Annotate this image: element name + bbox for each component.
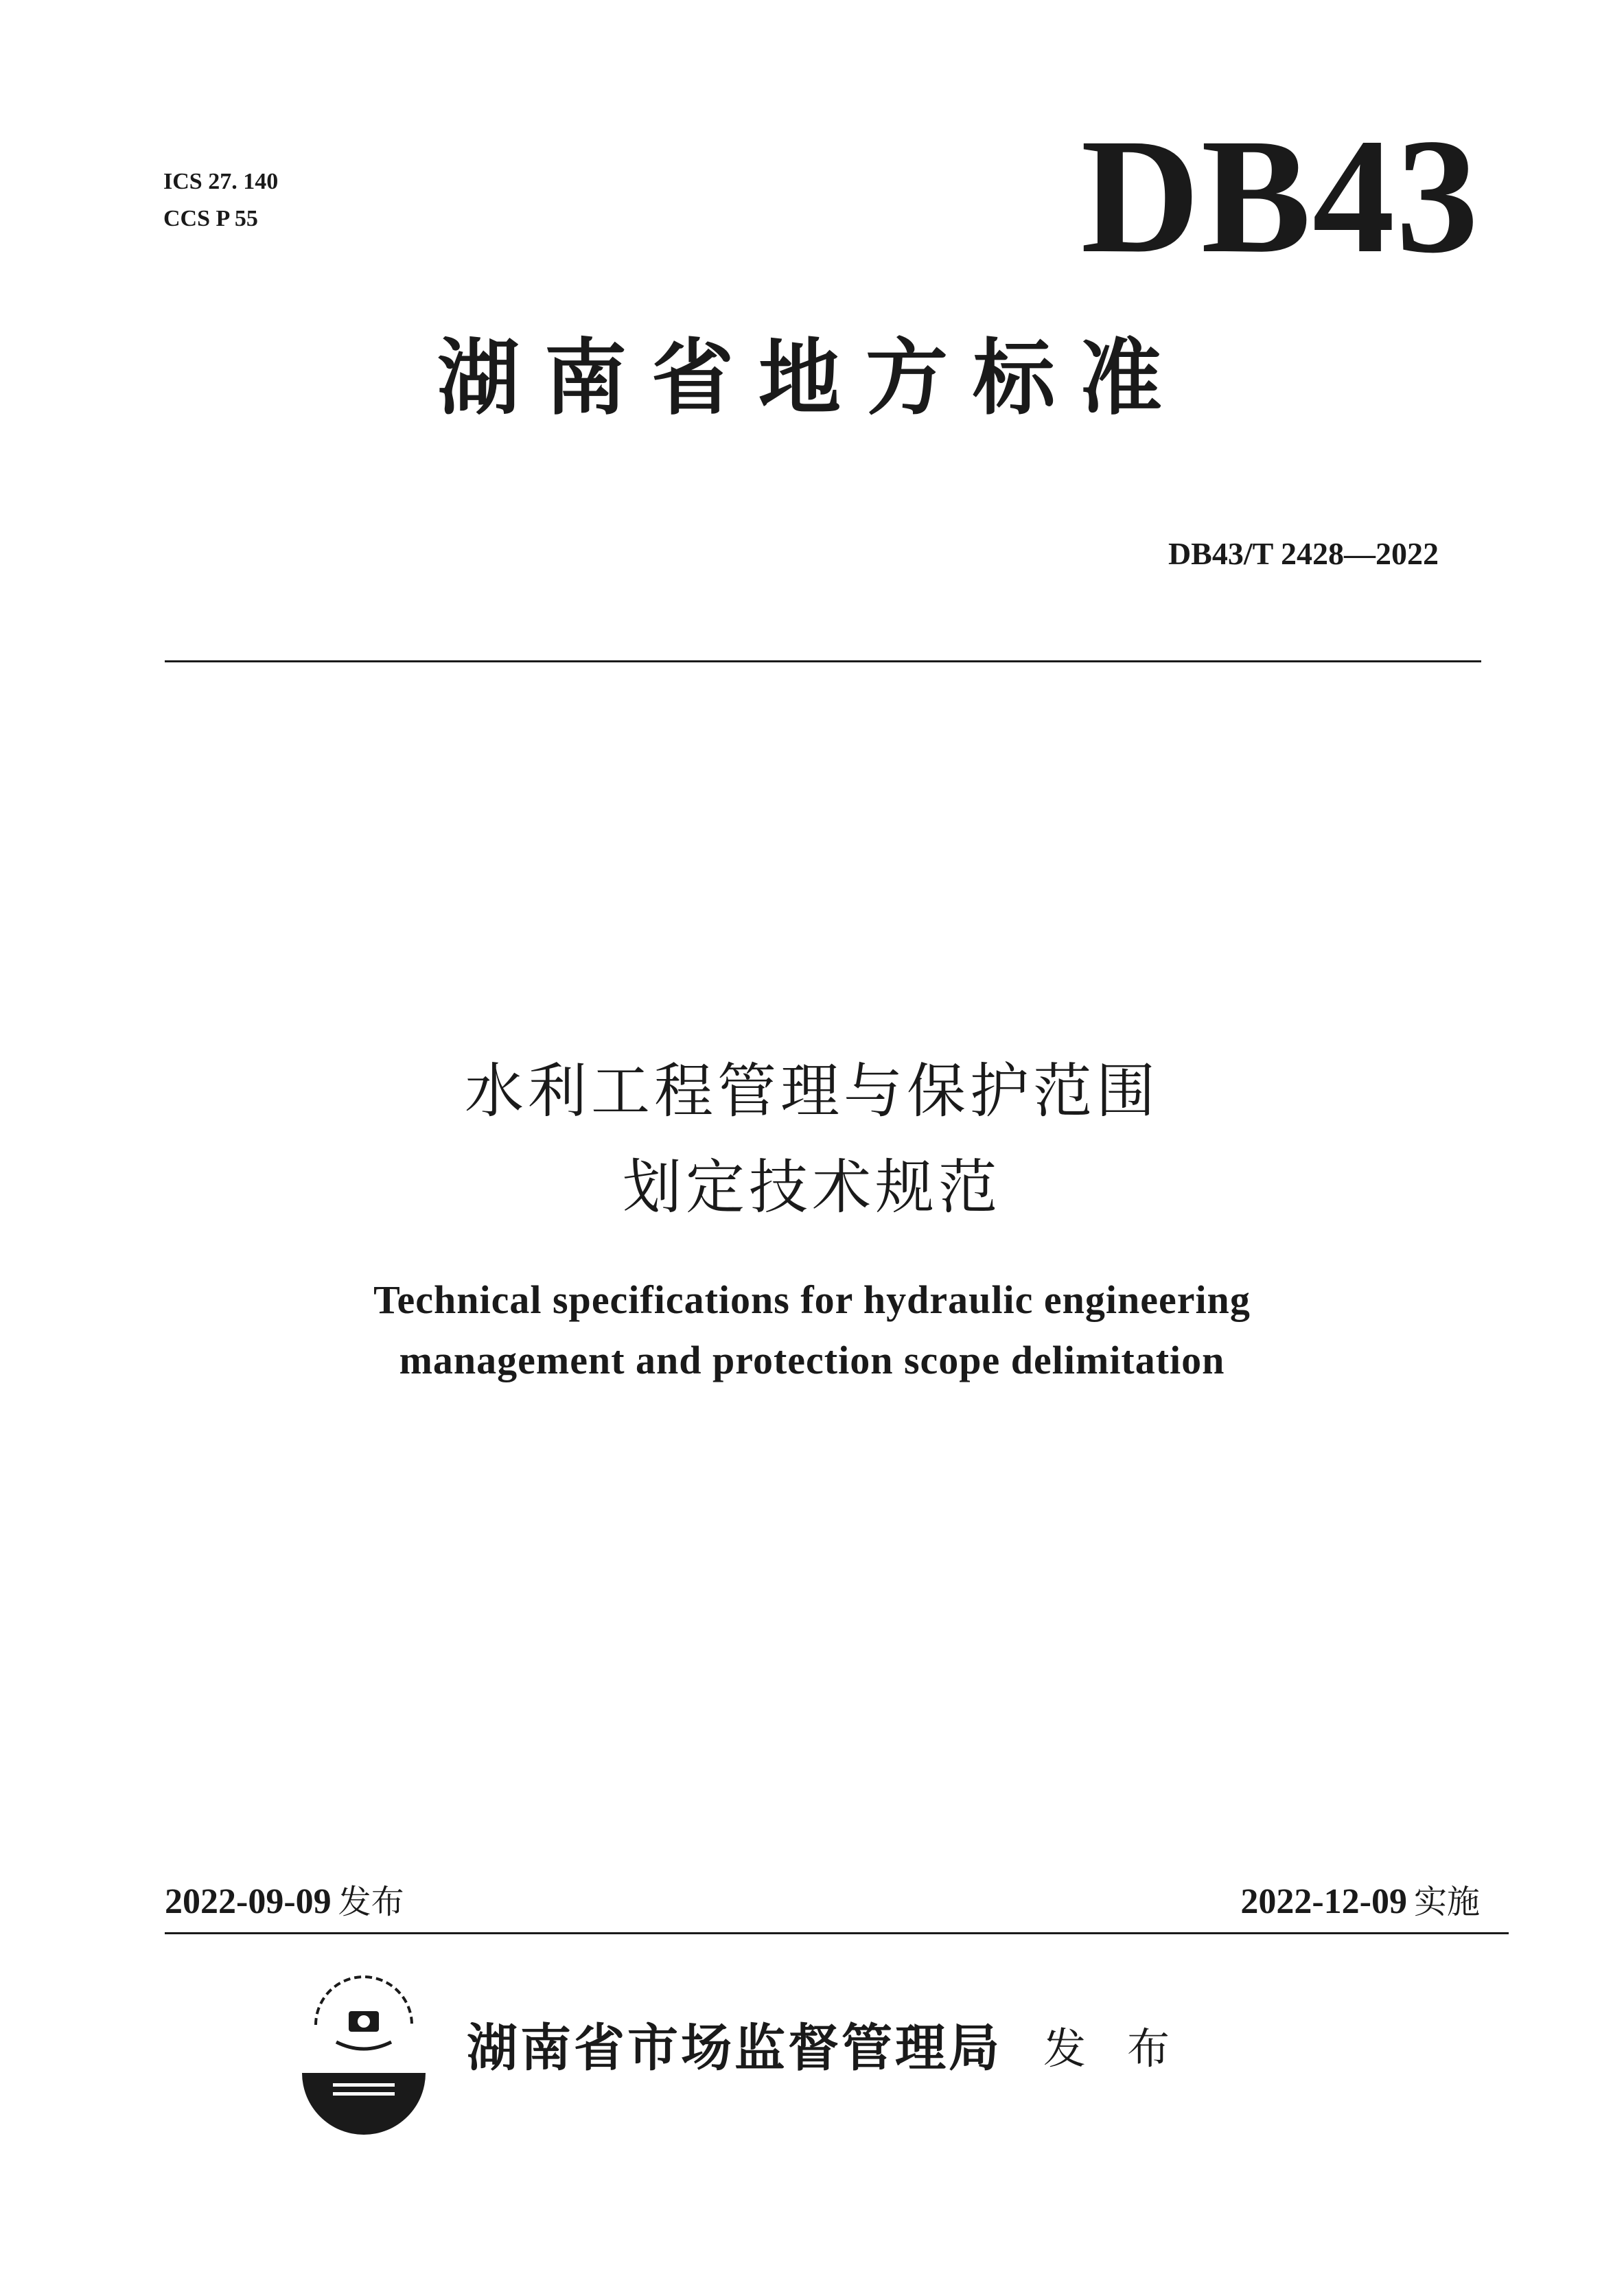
publisher-seal-icon: [295, 1963, 432, 2135]
footer-divider: [165, 1932, 1509, 1934]
title-en-line2: management and protection scope delimitation: [399, 1338, 1225, 1382]
ics-code: ICS 27. 140: [163, 169, 279, 194]
publisher-name: 湖南省市场监督管理局: [467, 2019, 1002, 2078]
publisher-suffix: 发布: [1043, 2024, 1211, 2074]
classification-codes: [163, 163, 278, 237]
publish-date-block: [165, 1875, 404, 1923]
title-cn-line2: 划定技术规范: [623, 1153, 1001, 1222]
publish-date: 2022-09-09: [165, 1882, 332, 1921]
implement-date: 2022-12-09: [1240, 1882, 1407, 1921]
standard-type-heading: 湖南省地方标准: [437, 331, 1187, 426]
db-mark: DB43: [1080, 104, 1480, 287]
header-divider: [165, 660, 1481, 662]
standard-number: DB43/T 2428—2022: [1168, 536, 1439, 571]
title-en-line1: Technical specifications for hydraulic engineering: [373, 1277, 1251, 1322]
title-cn-line1: 水利工程管理与保护范围: [465, 1057, 1159, 1126]
publish-label: 发布: [338, 1883, 404, 1921]
implement-date-block: [1240, 1875, 1480, 1923]
implement-label: 实施: [1413, 1883, 1480, 1921]
ccs-code: CCS P 55: [163, 206, 258, 231]
